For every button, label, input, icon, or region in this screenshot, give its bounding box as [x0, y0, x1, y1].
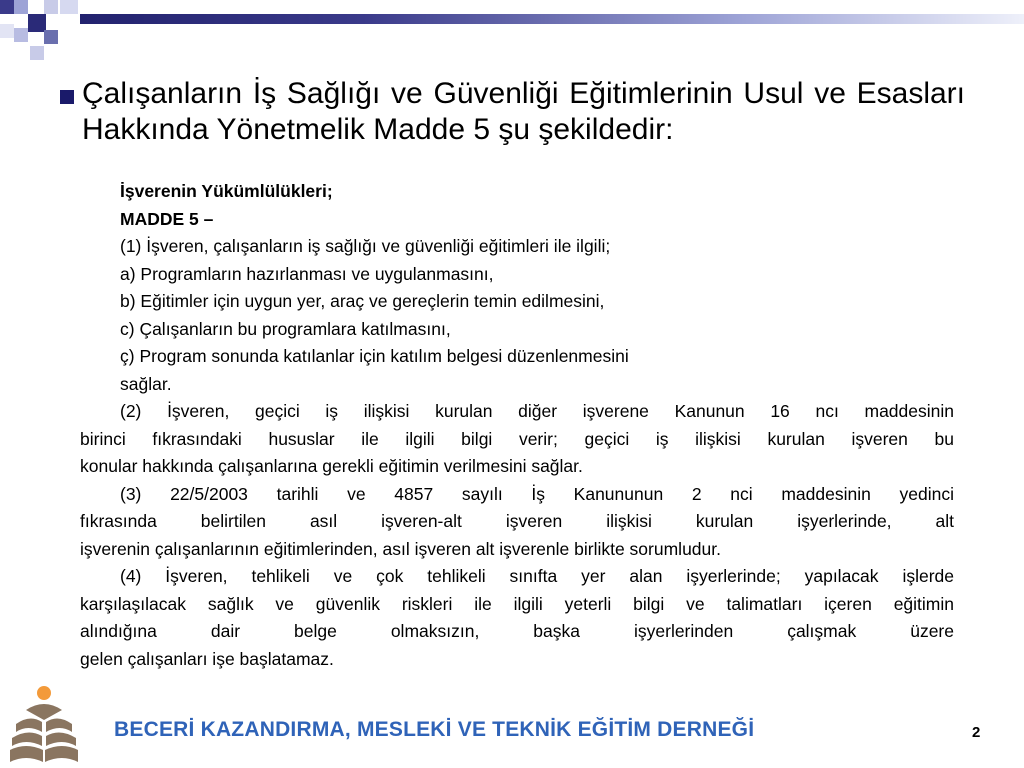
item-a: a) Programların hazırlanması ve uygulanmasını, [120, 263, 494, 284]
item-b: b) Eğitimler için uygun yer, araç ve gereçlerin temin edilmesini, [120, 291, 605, 311]
paragraph-3-line-2: fıkrasında belirtilen asıl işveren-alt işveren ilişkisi kurulan işyerlerinde, alt [80, 511, 954, 531]
paragraph-3-line-1: (3) 22/5/2003 tarihli ve 4857 sayılı İş Kanununun 2 nci maddesinin yedinci [120, 483, 954, 504]
paragraph-4-line-2: karşılaşılacak sağlık ve güvenlik riskleri ile ilgili yeterli bilgi ve talimatları içeren eğitimin [80, 593, 954, 614]
bullet-square-icon [60, 90, 74, 104]
item-cc-end: sağlar. [120, 373, 172, 394]
footer-organization: BECERİ KAZANDIRMA, MESLEKİ VE TEKNİK EĞİTİM DERNEĞİ [114, 718, 755, 741]
page-number: 2 [972, 724, 981, 741]
book-tree-logo-icon [6, 684, 82, 764]
slide-bullet [60, 76, 965, 148]
header-decoration [0, 0, 1024, 64]
paragraph-4-line-4: gelen çalışanları işe başlatamaz. [80, 648, 334, 669]
paragraph-2-line-3: konular hakkında çalışanlarına gerekli eğitimin verilmesini sağlar. [80, 456, 583, 476]
paragraph-1: (1) İşveren, çalışanların iş sağlığı ve güvenliği eğitimleri ile ilgili; [120, 236, 611, 256]
paragraph-2-line-2: birinci fıkrasındaki hususlar ile ilgili bilgi verir; geçici iş ilişkisi kurulan işveren bu [80, 428, 954, 449]
header-gradient-bar [80, 14, 1024, 24]
paragraph-2-line-1: (2) İşveren, geçici iş ilişkisi kurulan diğer işverene Kanunun 16 ncı maddesinin [120, 401, 954, 421]
bullet-text: Çalışanların İş Sağlığı ve Güvenliği Eğitimlerinin Usul ve Esasları Hakkında Yönetmelik Madde 5 şu şekildedir: [82, 77, 965, 146]
heading: İşverenin Yükümlülükleri; [120, 181, 333, 201]
regulation-text [80, 178, 954, 673]
item-c: c) Çalışanların bu programlara katılmasını, [120, 318, 451, 339]
article-label: MADDE 5 – [120, 208, 214, 229]
paragraph-4-line-3: alındığına dair belge olmaksızın, başka işyerlerinden çalışmak üzere [80, 621, 954, 641]
item-cc: ç) Program sonunda katılanlar için katılım belgesi düzenlenmesini [120, 346, 629, 366]
paragraph-3-line-3: işverenin çalışanlarının eğitimlerinden, asıl işveren alt işverenle birlikte sorumludur. [80, 538, 721, 559]
paragraph-4-line-1: (4) İşveren, tehlikeli ve çok tehlikeli sınıfta yer alan işyerlerinde; yapılacak işlerde [120, 566, 954, 586]
